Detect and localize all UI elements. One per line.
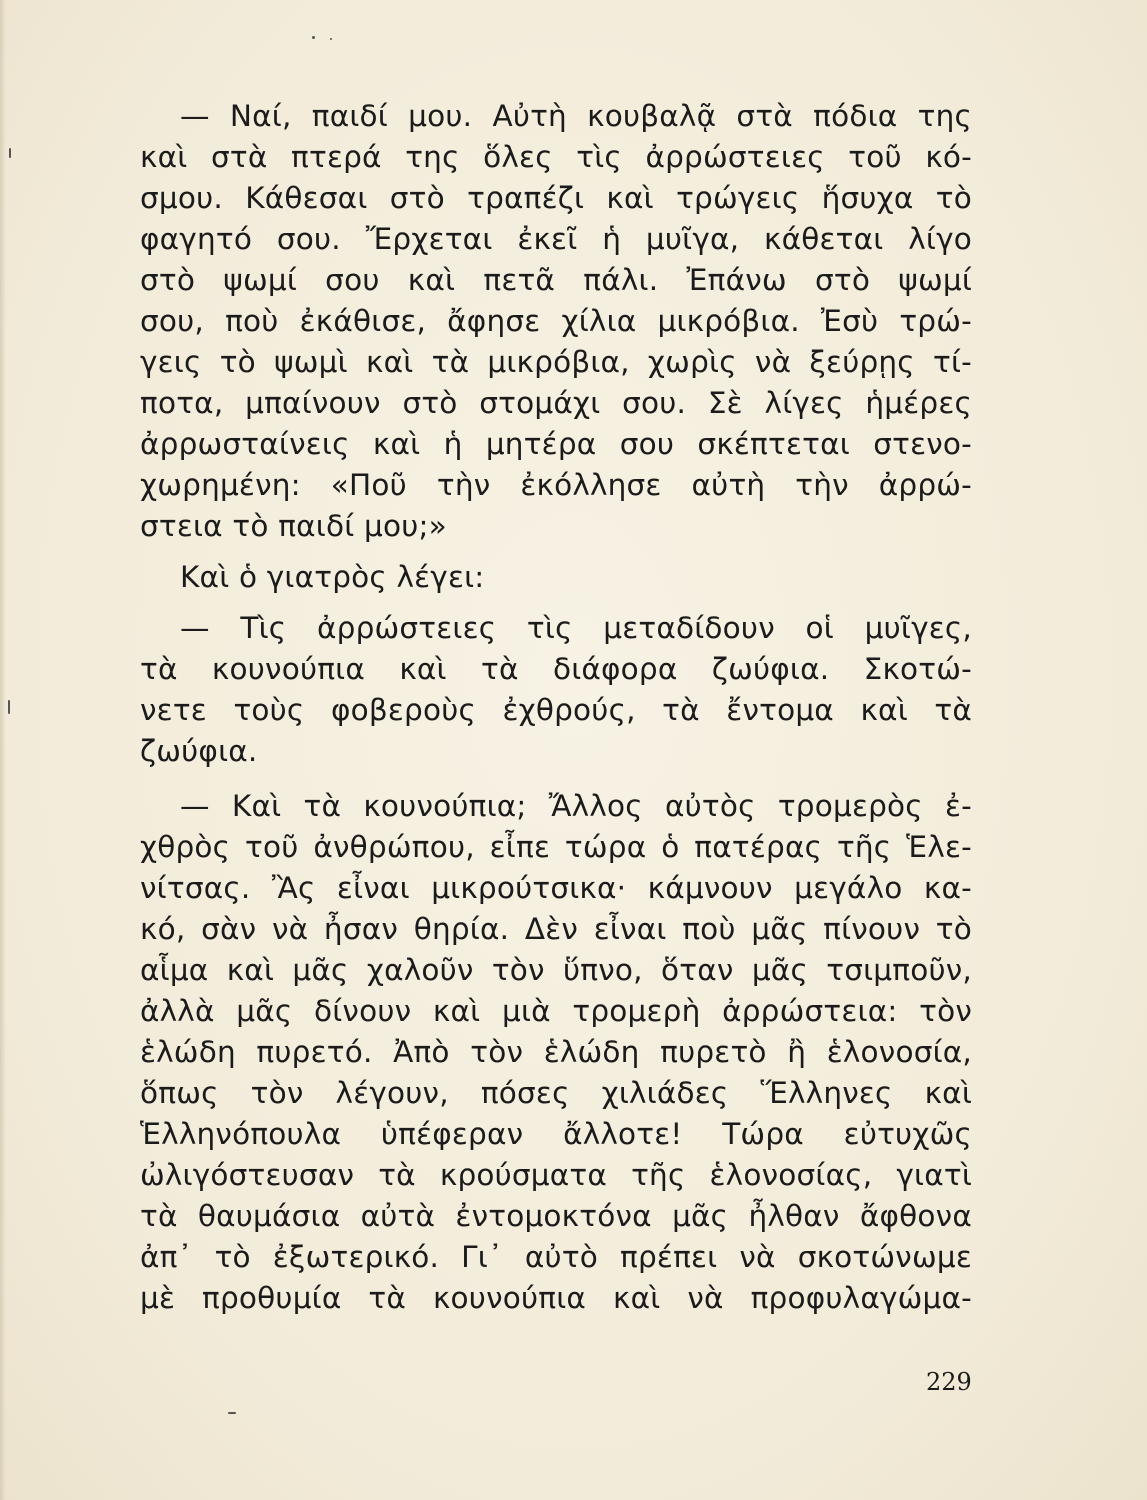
- body-text: [140, 96, 972, 1319]
- text-line: ζωύφια.: [140, 734, 258, 768]
- text-line: Ἑλληνόπουλα ὑπέφεραν ἄλλοτε! Τώρα εὐτυχῶς: [140, 1117, 972, 1151]
- text-line: ἀλλὰ μᾶς δίνουν καὶ μιὰ τρομερὴ ἀρρώστεια: τὸν: [140, 994, 972, 1028]
- scan-speck: [9, 148, 11, 158]
- page-edge-shadow: [0, 0, 6, 1500]
- text-line: ἀπ᾽ τὸ ἐξωτερικό. Γι᾽ αὐτὸ πρέπει νὰ σκοτώνωμε: [140, 1240, 972, 1274]
- text-line: ἑλώδη πυρετό. Ἀπὸ τὸν ἑλώδη πυρετὸ ἢ ἑλονοσία,: [140, 1035, 972, 1069]
- text-line: ὠλιγόστευσαν τὰ κρούσματα τῆς ἑλονοσίας, γιατὶ: [140, 1158, 972, 1192]
- text-line: — Ναί, παιδί μου. Αὐτὴ κουβαλᾷ στὰ πόδια της: [180, 99, 972, 133]
- text-line: γεις τὸ ψωμὶ καὶ τὰ μικρόβια, χωρὶς νὰ ξεύρῃς τί-: [140, 345, 972, 379]
- scan-speck: [312, 36, 315, 39]
- text-line: καὶ στὰ πτερά της ὅλες τὶς ἀρρώστειες τοῦ κό-: [140, 140, 972, 174]
- text-line: αἷμα καὶ μᾶς χαλοῦν τὸν ὕπνο, ὅταν μᾶς τσιμποῦν,: [140, 953, 972, 987]
- page-number: 229: [926, 1368, 972, 1396]
- text-line: χθρὸς τοῦ ἀνθρώπου, εἶπε τώρα ὁ πατέρας τῆς Ἑλε-: [140, 830, 972, 864]
- text-line: νετε τοὺς φοβεροὺς ἐχθρούς, τὰ ἔντομα καὶ τὰ: [140, 693, 972, 727]
- text-line: μὲ προθυμία τὰ κουνούπια καὶ νὰ προφυλαγώμα-: [140, 1281, 972, 1315]
- text-line: στεια τὸ παιδί μου;»: [140, 509, 447, 543]
- text-line: Καὶ ὁ γιατρὸς λέγει:: [180, 560, 485, 594]
- text-line: σου, ποὺ ἐκάθισε, ἄφησε χίλια μικρόβια. Ἐσὺ τρώ-: [140, 304, 972, 338]
- text-line: τὰ θαυμάσια αὐτὰ ἐντομοκτόνα μᾶς ἦλθαν ἄφθονα: [140, 1199, 972, 1233]
- text-line: — Τὶς ἀρρώστειες τὶς μεταδίδουν οἱ μυῖγες,: [180, 611, 972, 645]
- paragraph: [140, 786, 972, 1319]
- paragraph: [140, 557, 972, 598]
- scan-speck: [228, 1412, 236, 1414]
- text-line: φαγητό σου. Ἔρχεται ἐκεῖ ἡ μυῖγα, κάθεται λίγο: [140, 222, 972, 256]
- text-line: ποτα, μπαίνουν στὸ στομάχι σου. Σὲ λίγες ἡμέρες: [140, 386, 972, 420]
- text-line: ἀρρωσταίνεις καὶ ἡ μητέρα σου σκέπτεται στενο-: [140, 427, 972, 461]
- scan-speck: [8, 700, 10, 714]
- text-line: ὅπως τὸν λέγουν, πόσες χιλιάδες Ἕλληνες καὶ: [140, 1076, 972, 1110]
- scan-speck: [330, 38, 332, 40]
- text-line: τὰ κουνούπια καὶ τὰ διάφορα ζωύφια. Σκοτώ-: [140, 652, 972, 686]
- text-line: σμου. Κάθεσαι στὸ τραπέζι καὶ τρώγεις ἥσυχα τὸ: [140, 181, 972, 215]
- text-line: — Καὶ τὰ κουνούπια; Ἄλλος αὐτὸς τρομερὸς ἐ-: [180, 789, 972, 823]
- text-line: χωρημένη: «Ποῦ τὴν ἐκόλλησε αὐτὴ τὴν ἀρρώ-: [140, 468, 972, 502]
- text-line: νίτσας. Ἂς εἶναι μικρούτσικα· κάμνουν μεγάλο κα-: [140, 871, 972, 905]
- paragraph: [140, 608, 972, 772]
- paragraph: [140, 96, 972, 547]
- text-line: στὸ ψωμί σου καὶ πετᾶ πάλι. Ἐπάνω στὸ ψωμί: [140, 263, 972, 297]
- text-line: κό, σὰν νὰ ἦσαν θηρία. Δὲν εἶναι ποὺ μᾶς πίνουν τὸ: [140, 912, 972, 946]
